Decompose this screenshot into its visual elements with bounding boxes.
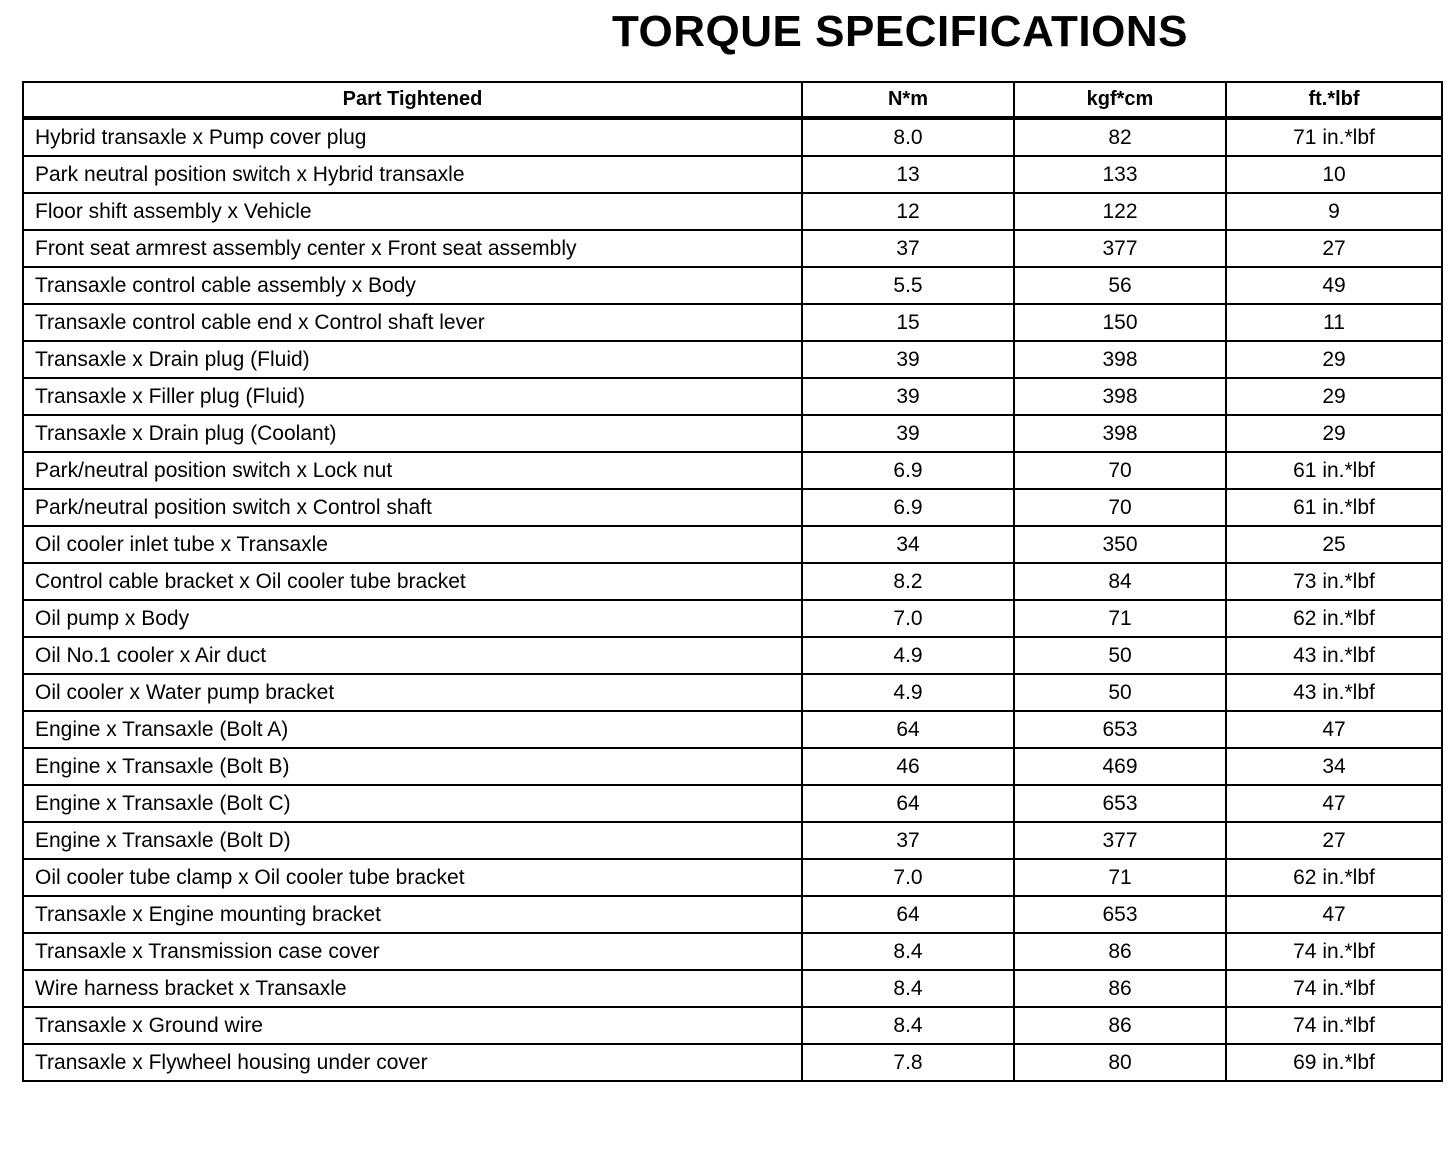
cell-kgf-cm: 150 — [1014, 304, 1226, 341]
cell-kgf-cm: 122 — [1014, 193, 1226, 230]
cell-kgf-cm: 56 — [1014, 267, 1226, 304]
table-header-row — [23, 82, 1442, 118]
table-row — [23, 452, 1442, 489]
cell-ft-lbf: 29 — [1226, 378, 1442, 415]
table-body — [23, 118, 1442, 1081]
cell-ft-lbf: 61 in.*lbf — [1226, 452, 1442, 489]
cell-ft-lbf: 47 — [1226, 785, 1442, 822]
cell-kgf-cm: 398 — [1014, 415, 1226, 452]
cell-kgf-cm: 50 — [1014, 637, 1226, 674]
cell-kgf-cm: 86 — [1014, 1007, 1226, 1044]
cell-ft-lbf: 11 — [1226, 304, 1442, 341]
cell-ft-lbf: 43 in.*lbf — [1226, 674, 1442, 711]
cell-part: Engine x Transaxle (Bolt B) — [23, 748, 802, 785]
cell-kgf-cm: 71 — [1014, 859, 1226, 896]
table-row — [23, 156, 1442, 193]
cell-nm: 39 — [802, 415, 1014, 452]
cell-part: Engine x Transaxle (Bolt C) — [23, 785, 802, 822]
cell-part: Oil cooler x Water pump bracket — [23, 674, 802, 711]
cell-part: Oil cooler tube clamp x Oil cooler tube bracket — [23, 859, 802, 896]
cell-ft-lbf: 74 in.*lbf — [1226, 970, 1442, 1007]
cell-nm: 13 — [802, 156, 1014, 193]
table-row — [23, 637, 1442, 674]
header-kgf-cm: kgf*cm — [1014, 82, 1226, 118]
cell-nm: 46 — [802, 748, 1014, 785]
cell-nm: 8.2 — [802, 563, 1014, 600]
cell-ft-lbf: 9 — [1226, 193, 1442, 230]
cell-nm: 5.5 — [802, 267, 1014, 304]
header-ft-lbf: ft.*lbf — [1226, 82, 1442, 118]
cell-ft-lbf: 49 — [1226, 267, 1442, 304]
table-row — [23, 341, 1442, 378]
cell-kgf-cm: 377 — [1014, 230, 1226, 267]
cell-part: Transaxle control cable assembly x Body — [23, 267, 802, 304]
table-row — [23, 785, 1442, 822]
table-row — [23, 230, 1442, 267]
cell-ft-lbf: 27 — [1226, 230, 1442, 267]
cell-kgf-cm: 70 — [1014, 489, 1226, 526]
cell-kgf-cm: 133 — [1014, 156, 1226, 193]
cell-part: Transaxle x Drain plug (Fluid) — [23, 341, 802, 378]
cell-nm: 37 — [802, 230, 1014, 267]
cell-ft-lbf: 29 — [1226, 341, 1442, 378]
cell-nm: 64 — [802, 896, 1014, 933]
cell-nm: 7.0 — [802, 600, 1014, 637]
cell-part: Transaxle x Ground wire — [23, 1007, 802, 1044]
cell-nm: 8.4 — [802, 933, 1014, 970]
cell-part: Oil cooler inlet tube x Transaxle — [23, 526, 802, 563]
header-nm: N*m — [802, 82, 1014, 118]
cell-ft-lbf: 74 in.*lbf — [1226, 933, 1442, 970]
cell-kgf-cm: 50 — [1014, 674, 1226, 711]
table-row — [23, 304, 1442, 341]
table-row — [23, 748, 1442, 785]
cell-part: Control cable bracket x Oil cooler tube bracket — [23, 563, 802, 600]
cell-kgf-cm: 70 — [1014, 452, 1226, 489]
cell-part: Oil No.1 cooler x Air duct — [23, 637, 802, 674]
cell-ft-lbf: 62 in.*lbf — [1226, 600, 1442, 637]
cell-part: Wire harness bracket x Transaxle — [23, 970, 802, 1007]
cell-nm: 64 — [802, 785, 1014, 822]
cell-part: Engine x Transaxle (Bolt D) — [23, 822, 802, 859]
cell-nm: 7.0 — [802, 859, 1014, 896]
table-row — [23, 822, 1442, 859]
cell-ft-lbf: 27 — [1226, 822, 1442, 859]
cell-kgf-cm: 80 — [1014, 1044, 1226, 1081]
cell-part: Transaxle x Drain plug (Coolant) — [23, 415, 802, 452]
table-row — [23, 896, 1442, 933]
cell-part: Transaxle x Transmission case cover — [23, 933, 802, 970]
table-row — [23, 970, 1442, 1007]
cell-ft-lbf: 10 — [1226, 156, 1442, 193]
cell-part: Engine x Transaxle (Bolt A) — [23, 711, 802, 748]
cell-kgf-cm: 398 — [1014, 378, 1226, 415]
cell-kgf-cm: 653 — [1014, 896, 1226, 933]
cell-ft-lbf: 69 in.*lbf — [1226, 1044, 1442, 1081]
table-row — [23, 526, 1442, 563]
cell-nm: 39 — [802, 378, 1014, 415]
table-row — [23, 378, 1442, 415]
cell-kgf-cm: 398 — [1014, 341, 1226, 378]
cell-ft-lbf: 73 in.*lbf — [1226, 563, 1442, 600]
cell-part: Park neutral position switch x Hybrid transaxle — [23, 156, 802, 193]
cell-part: Transaxle x Filler plug (Fluid) — [23, 378, 802, 415]
cell-part: Transaxle x Flywheel housing under cover — [23, 1044, 802, 1081]
cell-nm: 6.9 — [802, 452, 1014, 489]
cell-nm: 34 — [802, 526, 1014, 563]
cell-part: Transaxle control cable end x Control shaft lever — [23, 304, 802, 341]
header-part-tightened: Part Tightened — [23, 82, 802, 118]
cell-nm: 8.4 — [802, 1007, 1014, 1044]
table-row — [23, 674, 1442, 711]
cell-nm: 12 — [802, 193, 1014, 230]
table-row — [23, 193, 1442, 230]
cell-ft-lbf: 71 in.*lbf — [1226, 118, 1442, 156]
cell-nm: 6.9 — [802, 489, 1014, 526]
cell-kgf-cm: 350 — [1014, 526, 1226, 563]
cell-nm: 8.0 — [802, 118, 1014, 156]
cell-part: Transaxle x Engine mounting bracket — [23, 896, 802, 933]
table-row — [23, 859, 1442, 896]
table-row — [23, 415, 1442, 452]
cell-part: Park/neutral position switch x Lock nut — [23, 452, 802, 489]
cell-kgf-cm: 653 — [1014, 785, 1226, 822]
cell-ft-lbf: 29 — [1226, 415, 1442, 452]
cell-nm: 39 — [802, 341, 1014, 378]
table-row — [23, 563, 1442, 600]
cell-ft-lbf: 62 in.*lbf — [1226, 859, 1442, 896]
cell-ft-lbf: 43 in.*lbf — [1226, 637, 1442, 674]
cell-part: Floor shift assembly x Vehicle — [23, 193, 802, 230]
cell-nm: 7.8 — [802, 1044, 1014, 1081]
table-row — [23, 1044, 1442, 1081]
table-row — [23, 711, 1442, 748]
cell-ft-lbf: 61 in.*lbf — [1226, 489, 1442, 526]
table-row — [23, 267, 1442, 304]
cell-part: Hybrid transaxle x Pump cover plug — [23, 118, 802, 156]
cell-kgf-cm: 82 — [1014, 118, 1226, 156]
cell-nm: 37 — [802, 822, 1014, 859]
page-title: TORQUE SPECIFICATIONS — [611, 7, 1189, 56]
cell-nm: 4.9 — [802, 637, 1014, 674]
table-row — [23, 118, 1442, 156]
cell-nm: 64 — [802, 711, 1014, 748]
cell-ft-lbf: 25 — [1226, 526, 1442, 563]
table-row — [23, 489, 1442, 526]
cell-ft-lbf: 47 — [1226, 711, 1442, 748]
table-row — [23, 933, 1442, 970]
cell-kgf-cm: 84 — [1014, 563, 1226, 600]
table-row — [23, 600, 1442, 637]
torque-spec-table — [22, 81, 1443, 1082]
cell-nm: 4.9 — [802, 674, 1014, 711]
cell-ft-lbf: 74 in.*lbf — [1226, 1007, 1442, 1044]
cell-ft-lbf: 47 — [1226, 896, 1442, 933]
cell-kgf-cm: 377 — [1014, 822, 1226, 859]
cell-part: Front seat armrest assembly center x Front seat assembly — [23, 230, 802, 267]
cell-part: Oil pump x Body — [23, 600, 802, 637]
cell-kgf-cm: 469 — [1014, 748, 1226, 785]
cell-kgf-cm: 86 — [1014, 933, 1226, 970]
cell-ft-lbf: 34 — [1226, 748, 1442, 785]
cell-kgf-cm: 653 — [1014, 711, 1226, 748]
cell-kgf-cm: 71 — [1014, 600, 1226, 637]
cell-nm: 15 — [802, 304, 1014, 341]
cell-nm: 8.4 — [802, 970, 1014, 1007]
table-row — [23, 1007, 1442, 1044]
cell-part: Park/neutral position switch x Control shaft — [23, 489, 802, 526]
cell-kgf-cm: 86 — [1014, 970, 1226, 1007]
